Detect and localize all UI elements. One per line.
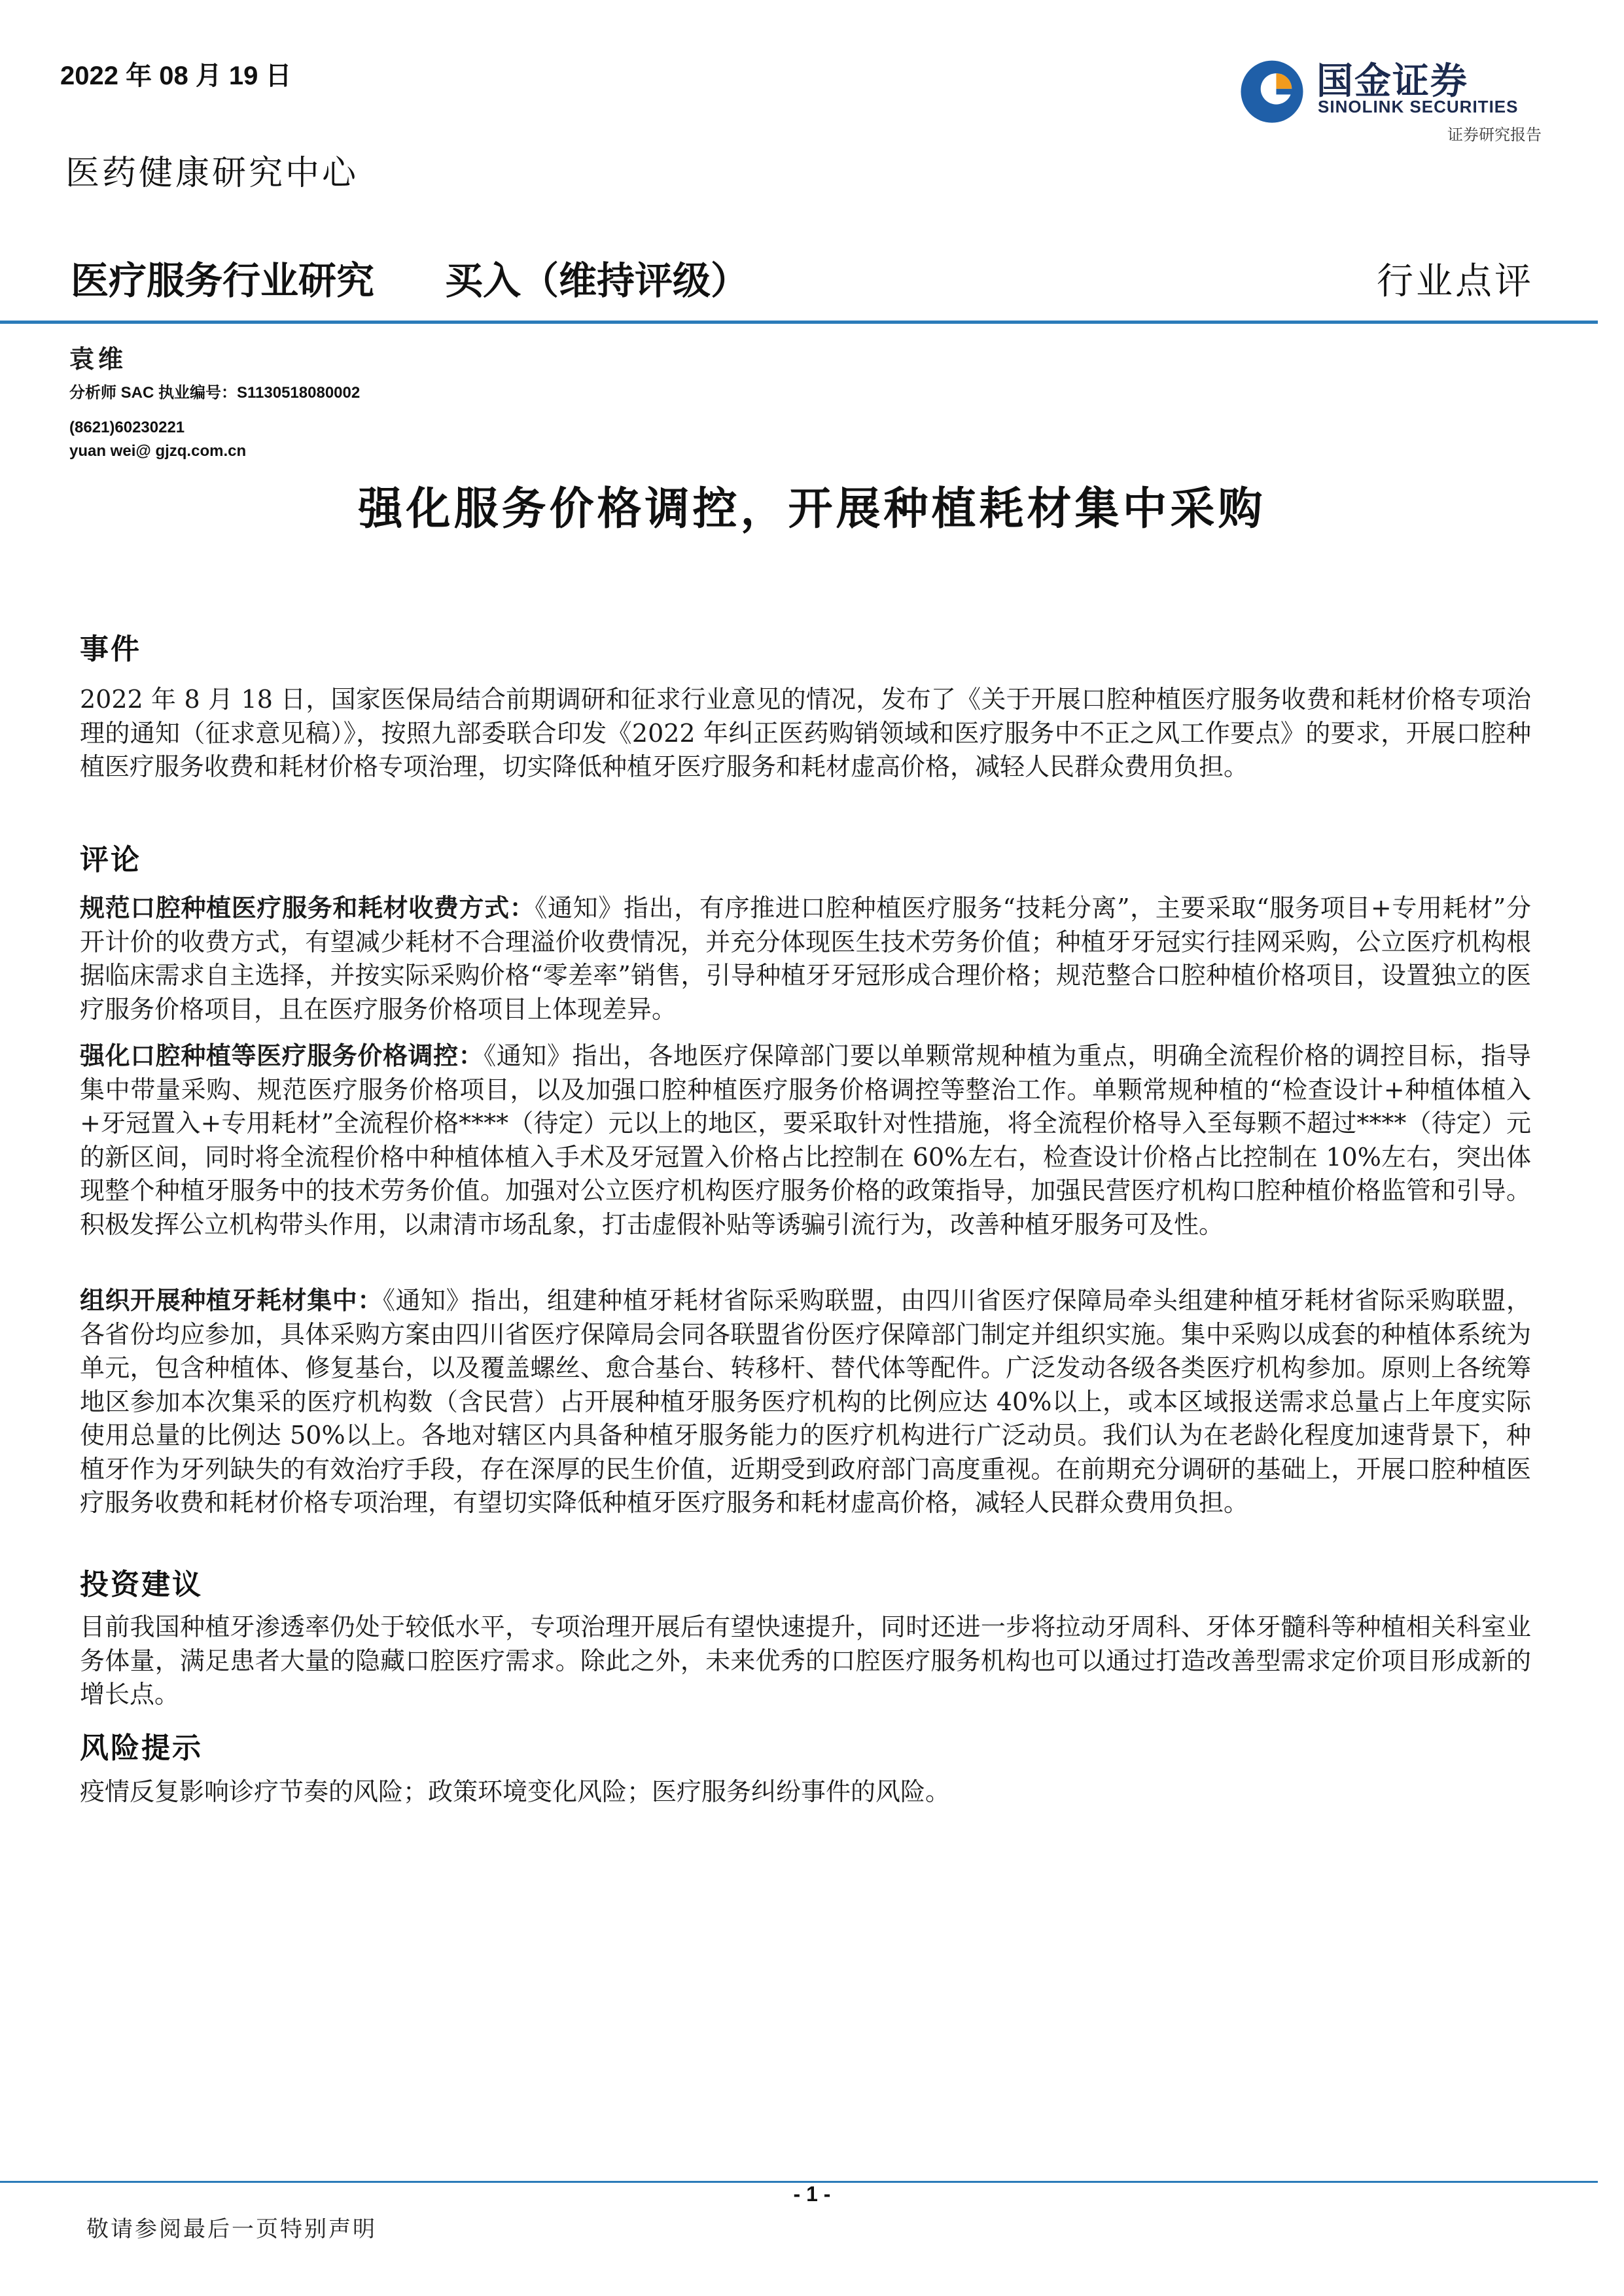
page-number: - 1 - (793, 2182, 831, 2206)
section-heading-risk: 风险提示 (80, 1731, 203, 1765)
comment-1-lead: 规范口腔种植医疗服务和耗材收费方式： (80, 893, 535, 922)
author-email: yuan wei@ gjzq.com.cn (69, 442, 247, 460)
report-date: 2022 年 08 月 19 日 (60, 61, 292, 90)
investment-paragraph: 目前我国种植牙渗透率仍处于较低水平，专项治理开展后有望快速提升，同时还进一步将拉动牙周科、牙体牙髓科等种植相关科室业务体量，满足患者大量的隐藏口腔医疗需求。除此之外，未来优秀的口腔医疗服务机构也可以通过打造改善型需求定价项目形成新的增长点。 (80, 1612, 1531, 1709)
comment-paragraph-2 (80, 1039, 1531, 1242)
author-name: 袁维 (69, 344, 128, 374)
comment-paragraph-1 (80, 891, 1531, 1026)
section-heading-comment: 评论 (80, 843, 141, 877)
industry-title: 医疗服务行业研究 (71, 258, 375, 303)
research-center: 医药健康研究中心 (65, 154, 359, 193)
sinolink-logo-icon (1237, 55, 1307, 126)
comment-3-lead: 组织开展种植牙耗材集中： (80, 1285, 383, 1315)
section-heading-investment: 投资建议 (80, 1568, 203, 1601)
report-title: 强化服务价格调控，开展种植耗材集中采购 (358, 483, 1266, 535)
comment-2-lead: 强化口腔种植等医疗服务价格调控： (80, 1041, 484, 1070)
logo-chinese-name: 国金证券 (1316, 60, 1468, 103)
comment-2-body: 《通知》指出，各地医疗保障部门要以单颗常规种植为重点，明确全流程价格的调控目标，指导集中带量采购、规范医疗服务价格项目，以及加强口腔种植医疗服务价格调控等整治工作。单颗常规种植的“检查设计+种植体植入+牙冠置入+专用耗材”全流程价格****（待定）元以上的地区，要采取针对性措施，将全流程价格导入至每颗不超过****（待定）元的新区间，同时将全流程价格中种植体植入手术及牙冠置入价格占比控制在 60%左右，检查设计价格占比控制在 10%左右，突出体现整个种植牙服务中的技术劳务价值。加强对公立医疗机构医疗服务价格的政策指导，加强民营医疗机构口腔种植价格监管和引导。积极发挥公立机构带头作用，以肃清市场乱象，打击虚假补贴等诱骗引流行为，改善种植牙服务可及性。 (80, 1041, 1531, 1239)
section-heading-event: 事件 (80, 633, 141, 666)
comment-3-body: 《通知》指出，组建种植牙耗材省际采购联盟，由四川省医疗保障局牵头组建种植牙耗材省际采购联盟，各省份均应参加，具体采购方案由四川省医疗保障局会同各联盟省份医疗保障部门制定并组织实施。集中采购以成套的种植体系统为单元，包含种植体、修复基台，以及覆盖螺丝、愈合基台、转移杆、替代体等配件。广泛发动各级各类医疗机构参加。原则上各统筹地区参加本次集采的医疗机构数（含民营）占开展种植牙服务医疗机构的比例应达 40%以上，或本区域报送需求总量占上年度实际使用总量的比例达 50%以上。各地对辖区内具备种植牙服务能力的医疗机构进行广泛动员。我们认为在老龄化程度加速背景下，种植牙作为牙列缺失的有效治疗手段，存在深厚的民生价值，近期受到政府部门高度重视。在前期充分调研的基础上，开展口腔种植医疗服务收费和耗材价格专项治理，有望切实降低种植牙医疗服务和耗材虚高价格，减轻人民群众费用负担。 (80, 1286, 1531, 1517)
comment-paragraph-3 (80, 1283, 1531, 1520)
report-subtitle: 证券研究报告 (1447, 126, 1542, 144)
event-paragraph: 2022 年 8 月 18 日，国家医保局结合前期调研和征求行业意见的情况，发布了《关于开展口腔种植医疗服务收费和耗材价格专项治理的通知（征求意见稿）》，按照九部委联合印发《2022 年纠正医药购销领域和医疗服务中不正之风工作要点》的要求，开展口腔种植医疗服务收费和耗材价格专项治理，切实降低种植牙医疗服务和耗材虚高价格，减轻人民群众费用负担。 (80, 685, 1531, 781)
footer-disclaimer: 敬请参阅最后一页特别声明 (86, 2216, 377, 2242)
company-logo (1237, 52, 1544, 126)
comment-1-body: 《通知》指出，有序推进口腔种植医疗服务“技耗分离”，主要采取“服务项目+专用耗材”分开计价的收费方式，有望减少耗材不合理溢价收费情况，并充分体现医生技术劳务价值；种植牙牙冠实行挂网采购，公立医疗机构根据临床需求自主选择，并按实际采购价格“零差率”销售，引导种植牙牙冠形成合理价格；规范整合口腔种植价格项目，设置独立的医疗服务价格项目，且在医疗服务价格项目上体现差异。 (80, 894, 1531, 1024)
author-phone: (8621)60230221 (69, 419, 185, 436)
logo-english-name: SINOLINK SECURITIES (1318, 97, 1519, 116)
author-license: 分析师 SAC 执业编号：S1130518080002 (69, 384, 361, 402)
rating: 买入（维持评级） (445, 258, 749, 303)
risk-paragraph: 疫情反复影响诊疗节奏的风险；政策环境变化风险；医疗服务纠纷事件的风险。 (80, 1777, 951, 1806)
header-divider (0, 321, 1598, 324)
report-type: 行业点评 (1377, 260, 1534, 303)
